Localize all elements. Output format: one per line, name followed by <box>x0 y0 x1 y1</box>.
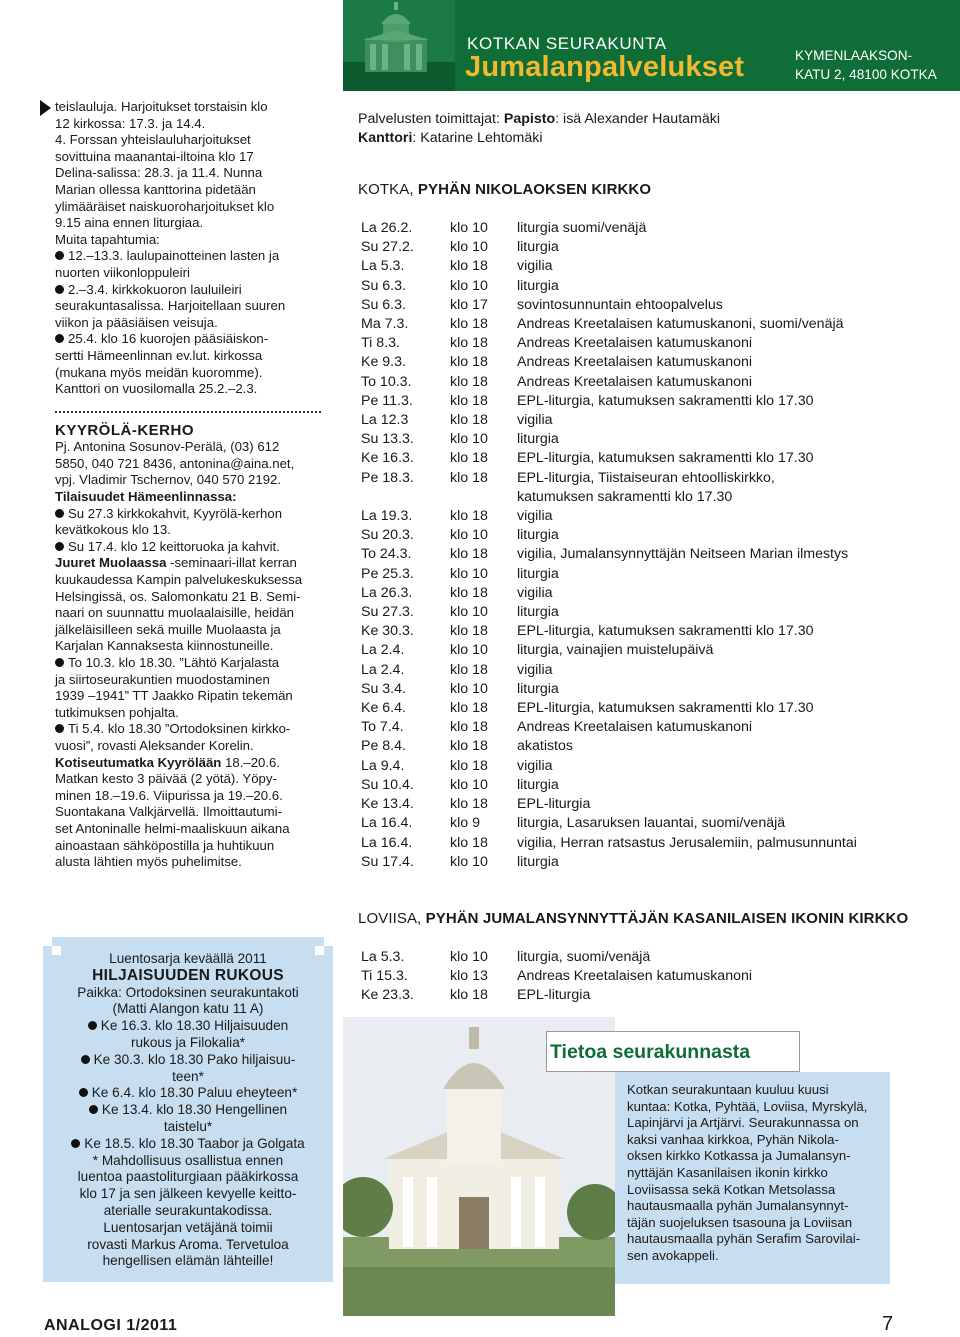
schedule-date: Su 13.3. <box>361 431 414 448</box>
schedule-date: Ti 15.3. <box>361 968 408 985</box>
schedule-row <box>361 353 921 372</box>
event-item: Su 27.3 kirkkokahvit, Kyyrölä-kerhon <box>55 506 323 523</box>
schedule-date: Su 20.3. <box>361 527 414 544</box>
text-line: viikon ja pääsiäisen veisuja. <box>55 314 218 330</box>
schedule-row <box>361 507 921 526</box>
loviisa-church-heading: LOVIISA, PYHÄN JUMALANSYNNYTTÄJÄN KASANILAISEN IKONIN KIRKKO <box>358 910 909 927</box>
lecture-item: Ke 13.4. klo 18.30 Hengellinen <box>43 1102 333 1119</box>
schedule-service: liturgia <box>517 527 559 544</box>
bullet-icon <box>79 1088 88 1097</box>
text-line: naari on suunnattu muolaalaisille, heidän <box>55 605 295 621</box>
schedule-date: To 7.4. <box>361 719 404 736</box>
text-line: Lapinjärvi ja Artjärvi. Seurakunnassa on <box>627 1115 859 1131</box>
text-line: taistelu* <box>163 1118 213 1134</box>
schedule-service: liturgia suomi/venäjä <box>517 220 647 236</box>
schedule-service: Andreas Kreetalaisen katumuskanoni <box>517 373 753 390</box>
schedule-time: klo 18 <box>450 661 488 678</box>
lecture-item: Ke 16.3. klo 18.30 Hiljaisuuden <box>43 1018 333 1035</box>
schedule-row <box>361 986 921 1005</box>
schedule-time: klo 10 <box>450 239 488 256</box>
text-line: Muita tapahtumia: <box>55 231 160 247</box>
schedule-date: Ke 23.3. <box>361 987 414 1004</box>
text-line: Kotiseutumatka Kyyrölään 18.–20.6. <box>55 754 281 770</box>
schedule-row <box>361 641 921 660</box>
schedule-service: vigilia <box>517 508 553 525</box>
schedule-row <box>361 296 921 315</box>
text-line: hautausmaalla pyhän Jumalansynnyt- <box>627 1198 849 1214</box>
schedule-service: vigilia <box>517 757 553 774</box>
schedule-row <box>361 967 921 986</box>
text-line: ylimääräiset naiskuoroharjoitukset klo <box>55 198 275 214</box>
schedule-time: klo 10 <box>450 853 488 870</box>
schedule-date: Ke 30.3. <box>361 623 414 640</box>
lecture-place: Paikka: Ortodoksinen seurakuntakoti <box>77 984 299 1000</box>
schedule-date: To 24.3. <box>361 546 412 563</box>
schedule-date: Pe 25.3. <box>361 565 414 582</box>
schedule-service: EPL-liturgia, katumuksen sakramentti klo 17.30 <box>517 700 814 717</box>
church-header-image <box>343 0 455 91</box>
text-line: kevätkokous klo 13. <box>55 522 171 538</box>
text-line: seurakuntasalissa. Harjoitellaan suuren <box>55 298 286 314</box>
schedule-row <box>361 411 921 430</box>
schedule-time: klo 18 <box>450 700 488 717</box>
text-line: minen 18.–19.6. Viipurissa ja 19.–20.6. <box>55 787 283 803</box>
schedule-time: klo 10 <box>450 565 488 582</box>
schedule-service: vigilia <box>517 584 553 601</box>
text-line: tutkimuksen pohjalta. <box>55 704 179 720</box>
schedule-time: klo 18 <box>450 508 488 525</box>
left-column <box>55 99 323 871</box>
info-text <box>627 1082 882 1265</box>
text-line: hengellisen elämän lähteille! <box>102 1253 274 1269</box>
schedule-service: liturgia <box>517 431 559 448</box>
schedule-service: liturgia <box>517 776 559 793</box>
schedule-date: La 5.3. <box>361 258 405 275</box>
lecture-item: Ke 30.3. klo 18.30 Pako hiljaisuu- <box>43 1052 333 1069</box>
lecture-title: HILJAISUUDEN RUKOUS <box>92 966 284 984</box>
schedule-row <box>361 373 921 392</box>
schedule-row <box>361 315 921 334</box>
bullet-icon <box>55 724 64 733</box>
schedule-service: vigilia, Jumalansynnyttäjän Neitseen Marian ilmestys <box>517 546 849 563</box>
schedule-time: klo 18 <box>450 987 488 1004</box>
address-line: KYMENLAAKSON- <box>795 48 913 63</box>
text-line: rukous ja Filokalia* <box>130 1034 246 1050</box>
text-line: Helsingissä, os. Salomonkatu 21 B. Semi- <box>55 588 301 604</box>
schedule-time: klo 18 <box>450 354 488 371</box>
schedule-date: La 9.4. <box>361 757 405 774</box>
text-line: jälkeläisilleen sekä muille Muolaasta ja <box>55 621 281 637</box>
schedule-time: klo 10 <box>450 680 488 697</box>
lecture-series-box <box>43 937 333 1282</box>
text-line: teislauluja. Harjoitukset torstaisin klo <box>55 99 268 114</box>
box-corner-notch <box>324 937 333 946</box>
schedule-row <box>361 449 921 468</box>
text-line: set Antoninalle helmi-maaliskuun aikana <box>55 820 290 836</box>
schedule-row <box>361 853 921 872</box>
schedule-time: klo 18 <box>450 738 488 755</box>
schedule-time: klo 18 <box>450 546 488 563</box>
info-title: Tietoa seurakunnasta <box>550 1041 751 1063</box>
schedule-time: klo 10 <box>450 642 488 659</box>
officiants-info <box>358 110 720 148</box>
schedule-date: La 26.3. <box>361 584 413 601</box>
bullet-icon <box>55 658 64 667</box>
text-line: 1939 –1941” TT Jaakko Ripatin tekemän <box>55 688 293 704</box>
text-line: vpj. Vladimir Tschernov, 040 570 2192. <box>55 472 282 488</box>
text-line: kaksi vanhaa kirkkoa, Pyhän Nikola- <box>627 1131 839 1147</box>
text-line: vuosi”, rovasti Aleksander Korelin. <box>55 737 254 753</box>
text-line: 9.15 aina ennen liturgiaa. <box>55 215 204 231</box>
lecture-item: Ke 6.4. klo 18.30 Paluu eheyteen* <box>43 1085 333 1102</box>
schedule-service: liturgia, Lasaruksen lauantai, suomi/venäjä <box>517 815 786 832</box>
schedule-date: Su 6.3. <box>361 277 406 294</box>
section-heading: KYYRÖLÄ-KERHO <box>55 421 195 439</box>
text-line: 4. Forssan yhteislauluharjoitukset <box>55 132 251 148</box>
schedule-service: liturgia <box>517 565 559 582</box>
schedule-time: klo 10 <box>450 220 488 236</box>
schedule-row <box>361 795 921 814</box>
schedule-date: Su 27.2. <box>361 239 414 256</box>
schedule-time: klo 18 <box>450 258 488 275</box>
magazine-issue: ANALOGI 1/2011 <box>44 1317 178 1334</box>
text-line: Matkan kesto 3 päivää (2 yötä). Yöpy- <box>55 771 277 787</box>
text-line: luentoa paastoliturgiaan pääkirkossa <box>77 1169 299 1185</box>
text-line: aterialle seurakuntakodissa. <box>103 1202 273 1218</box>
schedule-row <box>361 680 921 699</box>
schedule-service: liturgia <box>517 680 559 697</box>
schedule-time: klo 18 <box>450 719 488 736</box>
text-line: * Mahdollisuus osallistua ennen <box>92 1152 284 1168</box>
schedule-time: klo 18 <box>450 316 488 333</box>
schedule-date: La 2.4. <box>361 661 405 678</box>
text-line: Pj. Antonina Sosunov-Perälä, (03) 612 <box>55 439 280 455</box>
text-line: 5850, 040 721 8436, antonina@aina.net, <box>55 455 295 471</box>
schedule-date: La 2.4. <box>361 642 405 659</box>
schedule-row <box>361 392 921 411</box>
page-header <box>343 0 960 91</box>
lecture-box-content <box>43 951 333 1270</box>
schedule-row <box>361 257 921 276</box>
event-item: Su 17.4. klo 12 keittoruoka ja kahvit. <box>55 539 323 556</box>
schedule-service: EPL-liturgia, katumuksen sakramentti klo 17.30 <box>517 450 814 467</box>
arrow-marker-icon <box>40 100 51 116</box>
schedule-service: EPL-liturgia <box>517 796 591 813</box>
bullet-icon <box>81 1055 90 1064</box>
text-line: Luentosarjan vetäjänä toimii <box>103 1219 273 1235</box>
text-line: kuntaa: Kotka, Pyhtää, Loviisa, Myrskylä, <box>627 1098 868 1114</box>
schedule-date: Ke 9.3. <box>361 354 406 371</box>
schedule-time: klo 18 <box>450 584 488 601</box>
schedule-service: EPL-liturgia, katumuksen sakramentti klo 17.30 <box>517 623 814 640</box>
text-line: täjän suojeluksen tsasouna ja Loviisan <box>627 1214 853 1230</box>
schedule-service: akatistos <box>517 738 573 755</box>
address-line: KATU 2, 48100 KOTKA <box>795 67 937 82</box>
schedule-row <box>361 948 921 967</box>
kotka-schedule <box>361 219 921 872</box>
schedule-time: klo 18 <box>450 450 488 467</box>
schedule-date: Su 10.4. <box>361 776 414 793</box>
schedule-row <box>361 737 921 756</box>
event-item: Ti 5.4. klo 18.30 ”Ortodoksinen kirkko- <box>55 721 323 738</box>
schedule-date: La 12.3 <box>361 412 409 429</box>
lecture-place: (Matti Alangon katu 11 A) <box>112 1001 264 1017</box>
schedule-service: vigilia <box>517 661 553 678</box>
schedule-time: klo 18 <box>450 412 488 429</box>
text-line: ja siirtoseurakuntien muodostaminen <box>55 671 270 687</box>
dotted-divider <box>55 411 321 413</box>
schedule-row <box>361 430 921 449</box>
lecture-intro: Luentosarja keväällä 2011 <box>109 951 267 966</box>
schedule-row <box>361 238 921 257</box>
schedule-time: klo 18 <box>450 796 488 813</box>
schedule-service: Andreas Kreetalaisen katumuskanoni <box>517 354 753 371</box>
schedule-service: Andreas Kreetalaisen katumuskanoni <box>517 335 753 352</box>
schedule-date: Pe 8.4. <box>361 738 406 755</box>
schedule-time: klo 18 <box>450 757 488 774</box>
bullet-icon <box>55 334 64 343</box>
text-line: Kotkan seurakuntaan kuuluu kuusi <box>627 1082 829 1097</box>
schedule-time: klo 10 <box>450 604 488 621</box>
schedule-row <box>361 757 921 776</box>
text-line: sertti Hämeenlinnan ev.lut. kirkossa <box>55 347 263 363</box>
bullet-icon <box>55 251 64 260</box>
schedule-service: vigilia <box>517 258 553 275</box>
schedule-row <box>361 469 921 488</box>
schedule-row <box>361 776 921 795</box>
text-line: Kanttori on vuosilomalla 25.2.–2.3. <box>55 381 258 397</box>
schedule-service: liturgia <box>517 277 559 294</box>
bullet-icon <box>55 542 64 551</box>
text-line: hautausmaalla pyhän Serafim Sarovilai- <box>627 1231 861 1247</box>
schedule-row <box>361 488 921 507</box>
text-line: Karjalan Kannaksesta kiinnostuneille. <box>55 638 274 654</box>
schedule-time: klo 18 <box>450 623 488 640</box>
schedule-service: liturgia, vainajien muistelupäivä <box>517 642 714 659</box>
text-line: klo 17 ja sen jälkeen kevyelle keitto- <box>79 1186 297 1202</box>
lecture-item: Ke 18.5. klo 18.30 Taabor ja Golgata <box>43 1136 333 1153</box>
text-line: kuukaudessa Kampin palvelukeskuksessa <box>55 572 303 588</box>
schedule-time: klo 18 <box>450 373 488 390</box>
text-line: Suontakana Valkjärvellä. Ilmoittautumi- <box>55 804 282 820</box>
schedule-row <box>361 661 921 680</box>
schedule-row <box>361 834 921 853</box>
schedule-date: Ke 16.3. <box>361 450 414 467</box>
text-line: ainoastaan sähköpostilla ja huhtikuun <box>55 837 275 853</box>
schedule-date: Ke 6.4. <box>361 700 406 717</box>
schedule-date: Pe 18.3. <box>361 469 414 486</box>
schedule-row <box>361 699 921 718</box>
bullet-icon <box>71 1139 80 1148</box>
schedule-date: Su 27.3. <box>361 604 414 621</box>
schedule-row <box>361 584 921 603</box>
bullet-icon <box>55 509 64 518</box>
bullet-icon <box>88 1021 97 1030</box>
schedule-row <box>361 603 921 622</box>
schedule-date: Ke 13.4. <box>361 796 414 813</box>
schedule-service: sovintosunnuntain ehtoopalvelus <box>517 296 723 313</box>
officiants-line: Palvelusten toimittajat: Papisto: isä Alexander Hautamäki <box>358 111 720 127</box>
text-line: Juuret Muolaassa -seminaari-illat kerran <box>55 555 297 571</box>
text-line: (mukana myös meidän kuoromme). <box>55 364 263 380</box>
schedule-row <box>361 622 921 641</box>
schedule-date: La 19.3. <box>361 508 413 525</box>
schedule-row <box>361 565 921 584</box>
schedule-date: La 16.4. <box>361 834 413 851</box>
parish-name: KOTKAN SEURAKUNTA <box>467 34 667 53</box>
subheading: Tilaisuudet Hämeenlinnassa: <box>55 489 237 505</box>
schedule-date: La 26.2. <box>361 220 413 236</box>
schedule-date: Su 3.4. <box>361 680 406 697</box>
schedule-service: katumuksen sakramentti klo 17.30 <box>517 488 733 505</box>
event-item: 12.–13.3. laulupainotteinen lasten ja <box>55 248 323 265</box>
event-item: 25.4. klo 16 kuorojen pääsiäiskon- <box>55 331 323 348</box>
text-line: sovittuina maanantai-iltoina klo 17 <box>55 148 254 164</box>
schedule-row <box>361 814 921 833</box>
schedule-date: Su 6.3. <box>361 296 406 313</box>
box-corner-notch <box>43 937 52 946</box>
bullet-icon <box>89 1105 98 1114</box>
schedule-service: EPL-liturgia, katumuksen sakramentti klo 17.30 <box>517 392 814 409</box>
schedule-date: Ma 7.3. <box>361 316 409 333</box>
schedule-time: klo 13 <box>450 968 488 985</box>
schedule-time: klo 10 <box>450 776 488 793</box>
schedule-service: Andreas Kreetalaisen katumuskanoni <box>517 968 753 985</box>
schedule-row <box>361 718 921 737</box>
bullet-icon <box>55 285 64 294</box>
schedule-service: vigilia, Herran ratsastus Jerusalemiin, palmusunnuntai <box>517 834 857 851</box>
schedule-time: klo 18 <box>450 392 488 409</box>
schedule-date: To 10.3. <box>361 373 412 390</box>
schedule-service: liturgia, suomi/venäjä <box>517 949 651 965</box>
page-title: Jumalanpalvelukset <box>465 51 745 83</box>
text-line: sen avokappeli. <box>627 1247 719 1263</box>
schedule-service: vigilia <box>517 412 553 429</box>
schedule-service: Andreas Kreetalaisen katumuskanoni <box>517 719 753 736</box>
schedule-row <box>361 277 921 296</box>
text-line: nyttäjän Kasanilaisen ikonin kirkko <box>627 1164 828 1180</box>
schedule-time: klo 18 <box>450 469 488 486</box>
event-item: To 10.3. klo 18.30. ”Lähtö Karjalasta <box>55 655 323 672</box>
schedule-time: klo 9 <box>450 815 480 832</box>
schedule-service: liturgia <box>517 604 559 621</box>
text-line: Loviisassa sekä Kotkan Metsolassa <box>627 1181 836 1197</box>
header-address <box>795 46 937 84</box>
text-line: nuorten viikonloppuleiri <box>55 264 190 280</box>
schedule-service: Andreas Kreetalaisen katumuskanoni, suomi/venäjä <box>517 316 844 333</box>
text-line: teen* <box>172 1068 204 1084</box>
schedule-time: klo 10 <box>450 949 488 965</box>
schedule-service: EPL-liturgia <box>517 987 591 1004</box>
schedule-time: klo 18 <box>450 335 488 352</box>
schedule-row <box>361 526 921 545</box>
kotka-church-heading: KOTKA, PYHÄN NIKOLAOKSEN KIRKKO <box>358 181 652 198</box>
schedule-date: Pe 11.3. <box>361 392 413 409</box>
text-line: Marian ollessa kanttorina pidetään <box>55 181 256 197</box>
schedule-service: EPL-liturgia, Tiistaiseuran ehtoolliskirkko, <box>517 469 775 486</box>
schedule-service: liturgia <box>517 239 559 256</box>
schedule-row <box>361 219 921 238</box>
text-line: Delina-salissa: 28.3. ja 11.4. Nunna <box>55 165 263 181</box>
schedule-service: liturgia <box>517 853 559 870</box>
text-line: oksen kirkko Kotkassa ja Jumalansyn- <box>627 1148 851 1164</box>
schedule-date: Ti 8.3. <box>361 335 400 352</box>
loviisa-schedule <box>361 948 921 1006</box>
schedule-time: klo 10 <box>450 431 488 448</box>
schedule-time: klo 10 <box>450 277 488 294</box>
schedule-time <box>450 488 517 507</box>
text-line: 12 kirkossa: 17.3. ja 14.4. <box>55 115 206 131</box>
schedule-time: klo 10 <box>450 527 488 544</box>
schedule-time: klo 17 <box>450 296 488 313</box>
text-line: alusta lähtien myös puhelimitse. <box>55 854 242 870</box>
schedule-row <box>361 334 921 353</box>
cantor-line: Kanttori: Katarine Lehtomäki <box>358 130 543 146</box>
schedule-row <box>361 545 921 564</box>
schedule-date: La 5.3. <box>361 949 405 965</box>
schedule-date: Su 17.4. <box>361 853 414 870</box>
text-line: rovasti Markus Aroma. Tervetuloa <box>87 1236 289 1252</box>
schedule-date <box>361 488 450 507</box>
schedule-time: klo 18 <box>450 834 488 851</box>
page-number: 7 <box>882 1313 894 1335</box>
event-item: 2.–3.4. kirkkokuoron lauluileiri <box>55 282 323 299</box>
schedule-date: La 16.4. <box>361 815 413 832</box>
